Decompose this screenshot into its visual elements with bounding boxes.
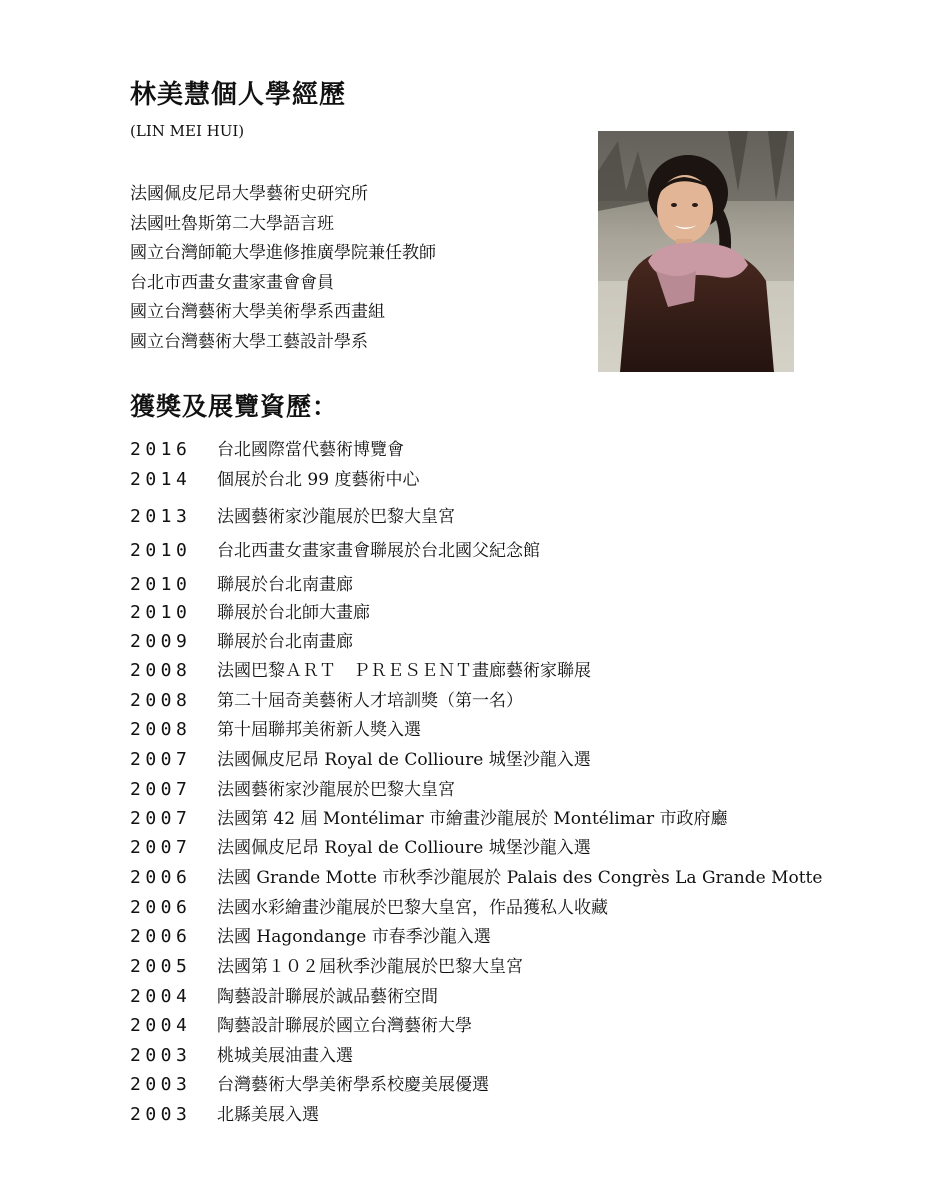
award-year: 2013 xyxy=(130,506,192,527)
education-item: 國立台灣藝術大學美術學系西畫組 xyxy=(130,302,385,322)
award-text: 陶藝設計聯展於國立台灣藝術大學 xyxy=(217,1016,472,1036)
education-item: 國立台灣藝術大學工藝設計學系 xyxy=(130,331,368,352)
awards-section-title: 獲獎及展覽資歷： xyxy=(130,392,339,421)
award-year: 2010 xyxy=(130,540,192,561)
award-year: 2006 xyxy=(130,897,192,918)
award-year: 2005 xyxy=(130,956,192,977)
award-text: 聯展於台北師大畫廊 xyxy=(217,603,370,623)
award-text: 北縣美展入選 xyxy=(217,1105,319,1125)
award-year: 2014 xyxy=(130,469,192,490)
portrait-photo xyxy=(598,131,794,372)
award-year: 2004 xyxy=(130,986,192,1007)
award-row xyxy=(130,893,608,919)
award-year: 2008 xyxy=(130,719,192,740)
award-row xyxy=(130,1041,353,1067)
education-item: 法國吐魯斯第二大學語言班 xyxy=(130,213,334,234)
award-row xyxy=(130,598,370,624)
award-row xyxy=(130,952,523,978)
award-year: 2007 xyxy=(130,779,192,800)
award-year: 2016 xyxy=(130,439,192,460)
award-year: 2010 xyxy=(130,574,192,595)
award-text: 法國佩皮尼昂 Royal de Collioure 城堡沙龍入選 xyxy=(217,750,591,770)
education-list xyxy=(130,180,436,357)
education-item: 法國佩皮尼昂大學藝術史研究所 xyxy=(130,184,368,204)
award-text: 法國藝術家沙龍展於巴黎大皇宮 xyxy=(217,780,455,800)
award-row xyxy=(130,922,491,948)
award-text: 第二十屆奇美藝術人才培訓獎（第一名） xyxy=(217,691,523,711)
award-row xyxy=(130,804,728,830)
award-text: 法國 Hagondange 市春季沙龍入選 xyxy=(217,927,491,947)
award-row xyxy=(130,1011,472,1037)
award-text: 聯展於台北南畫廊 xyxy=(217,575,353,595)
award-row xyxy=(130,570,353,596)
award-text: 台北西畫女畫家畫會聯展於台北國父紀念館 xyxy=(217,541,540,561)
education-item: 國立台灣師範大學進修推廣學院兼任教師 xyxy=(130,243,436,263)
award-text: 第十屆聯邦美術新人獎入選 xyxy=(217,720,421,740)
award-year: 2006 xyxy=(130,926,192,947)
award-row xyxy=(130,656,591,682)
english-name: (LIN MEI HUI) xyxy=(130,122,245,140)
award-text: 個展於台北 99 度藝術中心 xyxy=(217,470,420,490)
award-text: 法國藝術家沙龍展於巴黎大皇宮 xyxy=(217,507,455,527)
award-row xyxy=(130,833,591,859)
education-item: 台北市西畫女畫家畫會會員 xyxy=(130,272,334,293)
award-year: 2006 xyxy=(130,867,192,888)
award-text: 台北國際當代藝術博覽會 xyxy=(217,440,404,460)
award-row xyxy=(130,715,421,741)
award-year: 2007 xyxy=(130,837,192,858)
page-title: 林美慧個人學經歷 xyxy=(130,80,347,110)
award-year: 2004 xyxy=(130,1015,192,1036)
award-year: 2010 xyxy=(130,602,192,623)
award-text: 法國佩皮尼昂 Royal de Collioure 城堡沙龍入選 xyxy=(217,838,591,858)
award-text: 聯展於台北南畫廊 xyxy=(217,632,353,652)
award-row xyxy=(130,536,540,562)
award-row xyxy=(130,435,404,461)
award-row xyxy=(130,863,822,889)
award-row xyxy=(130,775,455,801)
award-year: 2003 xyxy=(130,1104,192,1125)
award-year: 2007 xyxy=(130,808,192,829)
award-text: 法國第 42 屆 Montélimar 市繪畫沙龍展於 Montélimar 市政府廳 xyxy=(217,809,728,829)
award-year: 2008 xyxy=(130,690,192,711)
award-row xyxy=(130,686,523,712)
award-text: 台灣藝術大學美術學系校慶美展優選 xyxy=(217,1075,489,1095)
award-row xyxy=(130,502,455,528)
award-year: 2009 xyxy=(130,631,192,652)
award-row xyxy=(130,745,591,771)
award-row xyxy=(130,1100,319,1126)
award-year: 2003 xyxy=(130,1045,192,1066)
award-year: 2007 xyxy=(130,749,192,770)
award-row xyxy=(130,982,438,1008)
award-year: 2008 xyxy=(130,660,192,681)
award-text: 法國 Grande Motte 市秋季沙龍展於 Palais des Congrès La Grande Motte xyxy=(217,868,823,888)
award-text: 法國第１０２屆秋季沙龍展於巴黎大皇宮 xyxy=(217,957,523,977)
award-text: 法國巴黎ＡＲＴ ＰＲＥＳＥＮＴ畫廊藝術家聯展 xyxy=(217,661,591,681)
award-text: 陶藝設計聯展於誠品藝術空間 xyxy=(217,987,438,1007)
award-text: 桃城美展油畫入選 xyxy=(217,1046,353,1066)
award-text: 法國水彩繪畫沙龍展於巴黎大皇宮，作品獲私人收藏 xyxy=(217,898,608,918)
award-year: 2003 xyxy=(130,1074,192,1095)
award-row xyxy=(130,1070,489,1096)
award-row xyxy=(130,627,353,653)
award-row xyxy=(130,465,419,491)
